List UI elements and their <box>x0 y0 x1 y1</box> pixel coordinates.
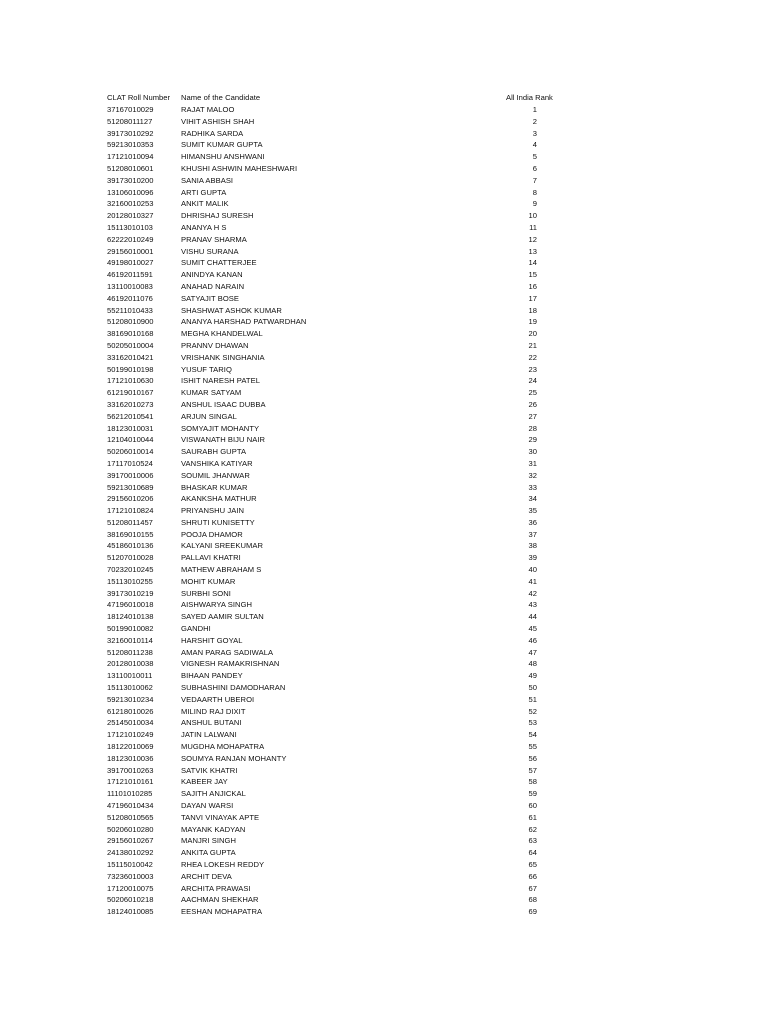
candidate-name-cell: VISWANATH BIJU NAIR <box>181 435 266 445</box>
rank-cell: 13 <box>528 246 537 256</box>
table-row <box>0 104 768 116</box>
rank-cell: 10 <box>528 211 537 221</box>
table-row <box>0 187 768 199</box>
rank-cell: 44 <box>528 612 537 622</box>
table-row <box>0 883 768 895</box>
candidate-name-cell: ARTI GUPTA <box>181 187 227 197</box>
candidate-name-cell: ANANYA H S <box>181 222 227 232</box>
candidate-name-cell: SAJITH ANJICKAL <box>181 789 246 799</box>
candidate-name-cell: HIMANSHU ANSHWANI <box>181 152 265 162</box>
table-row <box>0 635 768 647</box>
table-row <box>0 234 768 246</box>
candidate-name-cell: SHASHWAT ASHOK KUMAR <box>181 305 282 315</box>
roll-number-cell: 39170010006 <box>107 470 154 480</box>
table-row <box>0 835 768 847</box>
rank-cell: 30 <box>528 447 537 457</box>
roll-number-cell: 38169010155 <box>107 529 154 539</box>
roll-number-cell: 39173010292 <box>107 128 154 138</box>
table-row <box>0 694 768 706</box>
rank-cell: 17 <box>528 293 537 303</box>
table-header-row <box>0 92 768 104</box>
roll-number-cell: 51207010028 <box>107 553 154 563</box>
table-row <box>0 741 768 753</box>
table-row <box>0 611 768 623</box>
rank-cell: 63 <box>528 836 537 846</box>
table-row <box>0 281 768 293</box>
rank-cell: 40 <box>528 565 537 575</box>
rank-cell: 20 <box>528 329 537 339</box>
table-row <box>0 776 768 788</box>
candidate-name-cell: DHRISHAJ SURESH <box>181 211 254 221</box>
table-row <box>0 328 768 340</box>
rank-cell: 41 <box>528 576 537 586</box>
rank-list-table <box>0 92 768 918</box>
roll-number-cell: 39170010263 <box>107 765 154 775</box>
rank-cell: 50 <box>528 683 537 693</box>
roll-number-cell: 15113010255 <box>107 576 153 586</box>
candidate-name-cell: SAURABH GUPTA <box>181 447 247 457</box>
candidate-name-cell: MOHIT KUMAR <box>181 576 236 586</box>
candidate-name-cell: AISHWARYA SINGH <box>181 600 253 610</box>
table-row <box>0 847 768 859</box>
table-row <box>0 717 768 729</box>
table-row <box>0 812 768 824</box>
table-row <box>0 305 768 317</box>
candidate-name-cell: AKANKSHA MATHUR <box>181 494 257 504</box>
roll-number-cell: 18123010036 <box>107 753 154 763</box>
rank-cell: 4 <box>532 140 537 150</box>
candidate-name-cell: SAYED AAMIR SULTAN <box>181 612 264 622</box>
rank-cell: 9 <box>532 199 537 209</box>
table-row <box>0 446 768 458</box>
roll-number-cell: 13106010096 <box>107 187 154 197</box>
candidate-name-cell: PRANNV DHAWAN <box>181 340 249 350</box>
candidate-name-cell: HARSHIT GOYAL <box>181 635 243 645</box>
roll-number-cell: 25145010034 <box>107 718 154 728</box>
roll-number-cell: 32160010253 <box>107 199 154 209</box>
roll-number-cell: 33162010421 <box>107 352 154 362</box>
rank-cell: 29 <box>528 435 537 445</box>
table-row <box>0 493 768 505</box>
roll-number-cell: 51208011457 <box>107 517 153 527</box>
candidate-name-cell: POOJA DHAMOR <box>181 529 243 539</box>
candidate-name-cell: SATYAJIT BOSE <box>181 293 240 303</box>
candidate-name-cell: SUMIT CHATTERJEE <box>181 258 257 268</box>
table-row <box>0 623 768 635</box>
roll-number-cell: 17117010524 <box>107 458 153 468</box>
table-row <box>0 788 768 800</box>
table-row <box>0 423 768 435</box>
rank-cell: 18 <box>528 305 537 315</box>
table-row <box>0 175 768 187</box>
roll-number-cell: 29156010001 <box>107 246 154 256</box>
rank-cell: 1 <box>532 105 537 114</box>
roll-number-cell: 20128010038 <box>107 659 154 669</box>
roll-number-cell: 51208010601 <box>107 163 154 173</box>
roll-number-cell: 18124010138 <box>107 612 154 622</box>
rank-cell: 6 <box>532 163 537 173</box>
candidate-name-cell: VEDAARTH UBEROI <box>181 694 255 704</box>
roll-number-cell: 29156010267 <box>107 836 154 846</box>
candidate-name-cell: MEGHA KHANDELWAL <box>181 329 263 339</box>
rank-cell: 16 <box>528 281 537 291</box>
roll-number-cell: 50206010280 <box>107 824 154 834</box>
table-row <box>0 151 768 163</box>
table-row <box>0 210 768 222</box>
rank-cell: 59 <box>528 789 537 799</box>
roll-number-cell: 56212010541 <box>107 411 154 421</box>
rank-cell: 55 <box>528 742 537 752</box>
roll-number-cell: 45186010136 <box>107 541 154 551</box>
candidate-name-cell: SOUMIL JHANWAR <box>181 470 250 480</box>
roll-number-cell: 18124010085 <box>107 907 154 917</box>
candidate-name-cell: KHUSHI ASHWIN MAHESHWARI <box>181 163 298 173</box>
rank-cell: 12 <box>528 234 537 244</box>
rank-cell: 35 <box>528 506 537 516</box>
rank-cell: 11 <box>529 222 537 232</box>
roll-number-cell: 17121010161 <box>107 777 154 787</box>
candidate-name-cell: SUMIT KUMAR GUPTA <box>181 140 263 150</box>
rank-cell: 56 <box>528 753 537 763</box>
candidate-name-cell: AMAN PARAG SADIWALA <box>181 647 274 657</box>
candidate-name-cell: BHASKAR KUMAR <box>181 482 248 492</box>
rank-cell: 57 <box>528 765 537 775</box>
candidate-name-cell: GANDHI <box>181 624 211 634</box>
table-row <box>0 340 768 352</box>
candidate-name-cell: MUGDHA MOHAPATRA <box>181 742 265 752</box>
roll-number-cell: 15115010042 <box>107 860 153 869</box>
rank-cell: 52 <box>528 706 537 716</box>
rank-cell: 38 <box>528 541 537 551</box>
rank-cell: 34 <box>528 494 537 504</box>
candidate-name-cell: SANIA ABBASI <box>181 175 234 185</box>
roll-number-cell: 55211010433 <box>107 305 153 315</box>
candidate-name-cell: ARCHIT DEVA <box>181 871 232 881</box>
candidate-name-cell: SOUMYA RANJAN MOHANTY <box>181 753 287 763</box>
roll-number-cell: 17121010094 <box>107 152 154 162</box>
roll-number-cell: 59213010234 <box>107 694 154 704</box>
candidate-name-cell: PRIYANSHU JAIN <box>181 506 245 516</box>
candidate-name-cell: YUSUF TARIQ <box>181 364 232 374</box>
candidate-name-cell: ANANYA HARSHAD PATWARDHAN <box>181 317 307 327</box>
table-row <box>0 765 768 777</box>
candidate-name-cell: SHRUTI KUNISETTY <box>181 517 255 527</box>
rank-cell: 39 <box>528 553 537 563</box>
table-row <box>0 682 768 694</box>
table-row <box>0 588 768 600</box>
rank-cell: 31 <box>528 458 537 468</box>
table-row <box>0 387 768 399</box>
rank-cell: 61 <box>528 812 537 822</box>
table-row <box>0 116 768 128</box>
rank-cell: 37 <box>528 529 537 539</box>
roll-number-cell: 32160010114 <box>107 635 153 645</box>
roll-number-cell: 62222010249 <box>107 234 154 244</box>
candidate-name-cell: SATVIK KHATRI <box>181 765 238 775</box>
table-row <box>0 729 768 741</box>
roll-number-cell: 11101010285 <box>107 789 153 799</box>
candidate-name-cell: MILIND RAJ DIXIT <box>181 706 246 716</box>
roll-number-cell: 13110010083 <box>107 281 153 291</box>
candidate-name-cell: EESHAN MOHAPATRA <box>181 907 263 917</box>
table-row <box>0 246 768 258</box>
rank-cell: 3 <box>532 128 537 138</box>
rank-cell: 53 <box>528 718 537 728</box>
roll-number-cell: 15113010062 <box>107 683 153 693</box>
rank-cell: 2 <box>532 116 537 126</box>
rank-cell: 62 <box>528 824 537 834</box>
table-row <box>0 139 768 151</box>
table-row <box>0 753 768 765</box>
roll-number-cell: 38169010168 <box>107 329 154 339</box>
rank-cell: 23 <box>528 364 537 374</box>
rank-cell: 54 <box>528 730 537 740</box>
table-row <box>0 658 768 670</box>
candidate-name-cell: ARJUN SINGAL <box>181 411 237 421</box>
candidate-name-cell: KUMAR SATYAM <box>181 388 242 398</box>
roll-number-cell: 47196010434 <box>107 801 154 811</box>
rank-cell: 67 <box>528 883 537 893</box>
rank-cell: 28 <box>528 423 537 433</box>
roll-number-cell: 17121010824 <box>107 506 154 516</box>
roll-number-cell: 49198010027 <box>107 258 154 268</box>
candidate-name-cell: VIHIT ASHISH SHAH <box>181 116 255 126</box>
table-row <box>0 505 768 517</box>
candidate-name-cell: JATIN LALWANI <box>181 730 237 740</box>
candidate-name-cell: ARCHITA PRAWASI <box>181 883 251 893</box>
table-row <box>0 647 768 659</box>
table-row <box>0 517 768 529</box>
roll-number-cell: 51208011127 <box>107 116 153 126</box>
rank-cell: 25 <box>528 388 537 398</box>
rank-cell: 51 <box>528 694 537 704</box>
roll-number-cell: 17121010630 <box>107 376 154 386</box>
roll-number-cell: 50206010218 <box>107 895 154 905</box>
table-row <box>0 670 768 682</box>
table-row <box>0 894 768 906</box>
roll-number-cell: 59213010353 <box>107 140 154 150</box>
roll-number-cell: 39173010200 <box>107 175 154 185</box>
rank-cell: 19 <box>528 317 537 327</box>
table-row <box>0 293 768 305</box>
roll-number-cell: 70232010245 <box>107 565 154 575</box>
rank-cell: 58 <box>528 777 537 787</box>
roll-number-cell: 51208010565 <box>107 812 154 822</box>
candidate-name-cell: SUBHASHINI DAMODHARAN <box>181 683 286 693</box>
table-row <box>0 399 768 411</box>
table-row <box>0 364 768 376</box>
roll-number-cell: 17121010249 <box>107 730 154 740</box>
rank-cell: 65 <box>528 860 537 869</box>
table-row <box>0 411 768 423</box>
candidate-name-cell: MAYANK KADYAN <box>181 824 246 834</box>
roll-number-cell: 50205010004 <box>107 340 154 350</box>
rank-cell: 47 <box>528 647 537 657</box>
candidate-name-cell: DAYAN WARSI <box>181 801 234 811</box>
rank-cell: 42 <box>528 588 537 598</box>
rank-cell: 22 <box>528 352 537 362</box>
table-row <box>0 529 768 541</box>
candidate-name-cell: MATHEW ABRAHAM S <box>181 565 262 575</box>
table-row <box>0 198 768 210</box>
header-roll-number: CLAT Roll Number <box>107 93 171 102</box>
header-all-india-rank: All India Rank <box>506 93 553 102</box>
roll-number-cell: 50199010198 <box>107 364 154 374</box>
candidate-name-cell: ANAHAD NARAIN <box>181 281 245 291</box>
table-row <box>0 871 768 883</box>
rank-cell: 46 <box>528 635 537 645</box>
table-row <box>0 470 768 482</box>
candidate-name-cell: VISHU SURANA <box>181 246 239 256</box>
roll-number-cell: 39173010219 <box>107 588 154 598</box>
candidate-name-cell: ISHIT NARESH PATEL <box>181 376 260 386</box>
table-row <box>0 706 768 718</box>
table-row <box>0 906 768 918</box>
candidate-name-cell: SURBHI SONI <box>181 588 231 598</box>
roll-number-cell: 59213010689 <box>107 482 154 492</box>
roll-number-cell: 17120010075 <box>107 883 154 893</box>
candidate-name-cell: ANSHUL BUTANI <box>181 718 242 728</box>
rank-cell: 36 <box>528 517 537 527</box>
candidate-name-cell: KALYANI SREEKUMAR <box>181 541 264 551</box>
roll-number-cell: 18122010069 <box>107 742 154 752</box>
roll-number-cell: 15113010103 <box>107 222 153 232</box>
roll-number-cell: 47196010018 <box>107 600 154 610</box>
roll-number-cell: 50206010014 <box>107 447 154 457</box>
rank-cell: 32 <box>528 470 537 480</box>
rank-cell: 43 <box>528 600 537 610</box>
rank-cell: 69 <box>528 907 537 917</box>
roll-number-cell: 24138010292 <box>107 848 154 858</box>
rank-cell: 24 <box>528 376 537 386</box>
roll-number-cell: 20128010327 <box>107 211 154 221</box>
roll-number-cell: 18123010031 <box>107 423 154 433</box>
table-row <box>0 434 768 446</box>
roll-number-cell: 12104010044 <box>107 435 154 445</box>
table-row <box>0 375 768 387</box>
roll-number-cell: 29156010206 <box>107 494 154 504</box>
rank-cell: 21 <box>528 340 537 350</box>
roll-number-cell: 51208011238 <box>107 647 153 657</box>
table-row <box>0 352 768 364</box>
roll-number-cell: 33162010273 <box>107 399 154 409</box>
candidate-name-cell: ANKIT MALIK <box>181 199 229 209</box>
rank-cell: 14 <box>528 258 537 268</box>
table-row <box>0 257 768 269</box>
roll-number-cell: 50199010082 <box>107 624 154 634</box>
table-row <box>0 540 768 552</box>
rank-cell: 64 <box>528 848 537 858</box>
roll-number-cell: 61218010026 <box>107 706 154 716</box>
rank-cell: 15 <box>528 270 537 280</box>
table-row <box>0 824 768 836</box>
table-row <box>0 800 768 812</box>
candidate-name-cell: AACHMAN SHEKHAR <box>181 895 259 905</box>
table-body <box>0 104 768 918</box>
roll-number-cell: 13110010011 <box>107 671 153 681</box>
roll-number-cell: 61219010167 <box>107 388 154 398</box>
table-row <box>0 576 768 588</box>
table-row <box>0 269 768 281</box>
candidate-name-cell: RADHIKA SARDA <box>181 128 244 138</box>
roll-number-cell: 73236010003 <box>107 871 154 881</box>
candidate-name-cell: ANKITA GUPTA <box>181 848 236 858</box>
header-candidate-name: Name of the Candidate <box>181 93 261 102</box>
candidate-name-cell: SOMYAJIT MOHANTY <box>181 423 260 433</box>
table-row <box>0 163 768 175</box>
table-row <box>0 599 768 611</box>
rank-cell: 27 <box>528 411 537 421</box>
roll-number-cell: 46192011591 <box>107 270 153 280</box>
rank-cell: 45 <box>528 624 537 634</box>
candidate-name-cell: VIGNESH RAMAKRISHNAN <box>181 659 280 669</box>
rank-cell: 8 <box>532 187 537 197</box>
table-row <box>0 482 768 494</box>
candidate-name-cell: VANSHIKA KATIYAR <box>181 458 253 468</box>
table-row <box>0 222 768 234</box>
rank-cell: 49 <box>528 671 537 681</box>
roll-number-cell: 46192011076 <box>107 293 153 303</box>
rank-cell: 66 <box>528 871 537 881</box>
candidate-name-cell: BIHAAN PANDEY <box>181 671 243 681</box>
table-row <box>0 552 768 564</box>
candidate-name-cell: ANSHUL ISAAC DUBBA <box>181 399 266 409</box>
roll-number-cell: 51208010900 <box>107 317 154 327</box>
candidate-name-cell: KABEER JAY <box>181 777 228 787</box>
table-row <box>0 859 768 871</box>
table-row <box>0 458 768 470</box>
rank-cell: 68 <box>528 895 537 905</box>
rank-cell: 7 <box>532 175 537 185</box>
candidate-name-cell: PRANAV SHARMA <box>181 234 247 244</box>
rank-cell: 5 <box>532 152 537 162</box>
table-row <box>0 564 768 576</box>
rank-cell: 60 <box>528 801 537 811</box>
candidate-name-cell: ANINDYA KANAN <box>181 270 243 280</box>
candidate-name-cell: PALLAVI KHATRI <box>181 553 241 563</box>
table-row <box>0 128 768 140</box>
candidate-name-cell: VRISHANK SINGHANIA <box>181 352 265 362</box>
candidate-name-cell: MANJRI SINGH <box>181 836 237 846</box>
roll-number-cell: 37167010029 <box>107 105 154 114</box>
candidate-name-cell: TANVI VINAYAK APTE <box>181 812 260 822</box>
candidate-name-cell: RHEA LOKESH REDDY <box>181 860 265 869</box>
rank-cell: 26 <box>528 399 537 409</box>
table-row <box>0 316 768 328</box>
candidate-name-cell: RAJAT MALOO <box>181 105 235 114</box>
rank-cell: 33 <box>528 482 537 492</box>
rank-cell: 48 <box>528 659 537 669</box>
